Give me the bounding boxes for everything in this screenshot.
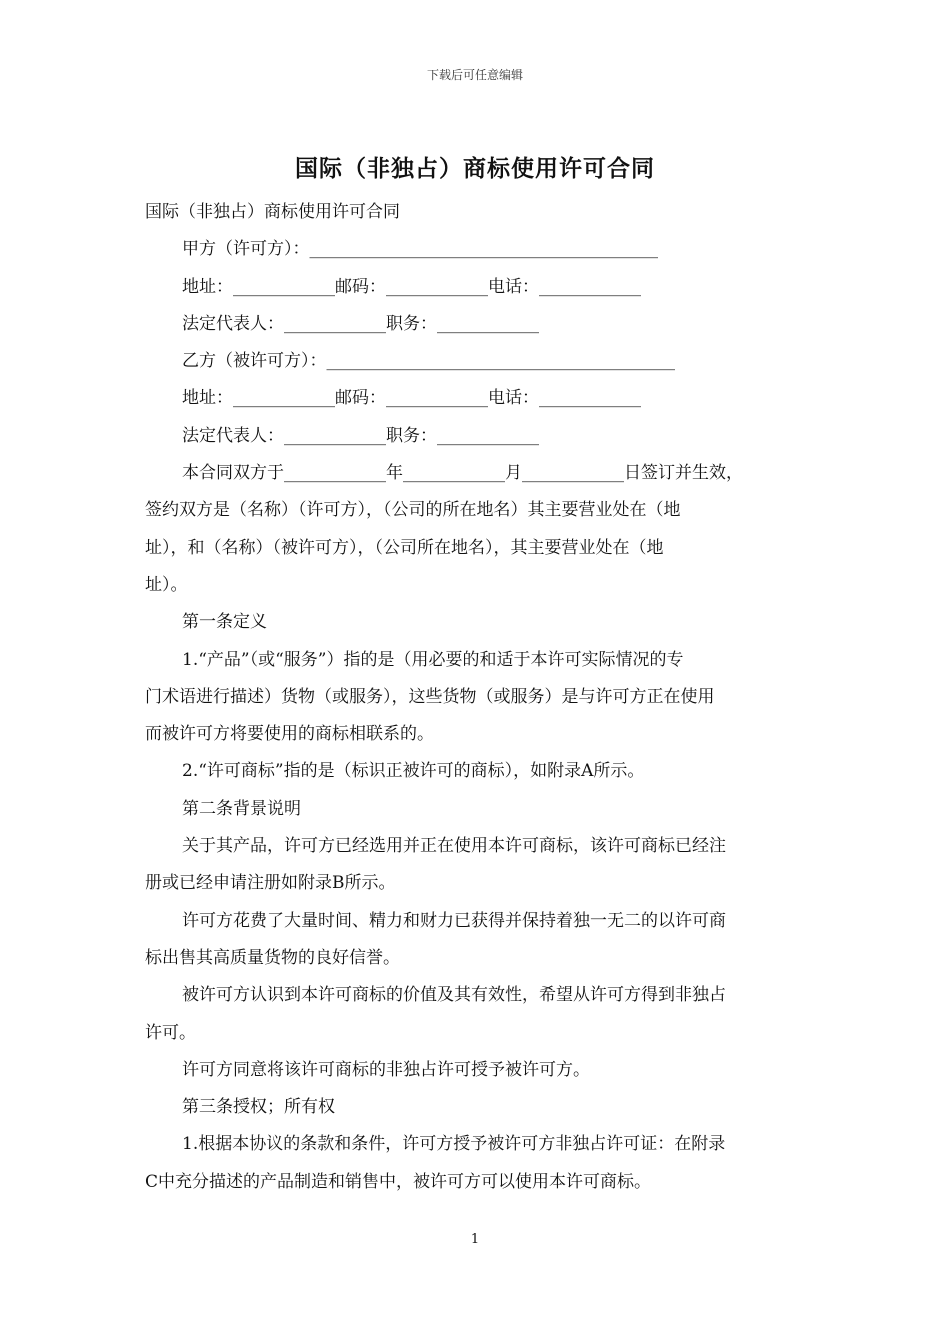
article-3-item-1-line: C中充分描述的产品制造和销售中，被许可方可以使用本许可商标。 (145, 1171, 652, 1192)
header-note: 下载后可任意编辑 (426, 68, 523, 82)
article-2-heading: 第二条背景说明 (182, 798, 301, 819)
article-2-paragraph-line: 关于其产品，许可方已经选用并正在使用本许可商标，该许可商标已经注 (182, 836, 726, 857)
article-1-item-1-line: 而被许可方将要使用的商标相联系的。 (145, 724, 434, 745)
preamble-line: 签约双方是（名称）（许可方），（公司的所在地名）其主要营业处在（地 (145, 500, 681, 521)
page-number: 1 (470, 1232, 480, 1247)
party-b-address-line: 地址：____________邮码：____________电话：____________ (182, 388, 641, 409)
article-2-paragraph-line: 许可方花费了大量时间、精力和财力已获得并保持着独一无二的以许可商 (182, 910, 726, 931)
article-2-paragraph-line: 标出售其高质量货物的良好信誉。 (145, 947, 400, 968)
article-1-item-1-line: 门术语进行描述）货物（或服务），这些货物（或服务）是与许可方正在使用 (145, 686, 715, 707)
party-a-representative-line: 法定代表人：____________职务：____________ (182, 313, 539, 334)
document-subtitle: 国际（非独占）商标使用许可合同 (145, 202, 400, 222)
article-3-heading: 第三条授权；所有权 (182, 1097, 335, 1118)
preamble-line: 本合同双方于____________年____________月____________日签订并生效， (182, 463, 743, 484)
preamble-line: 址）。 (145, 574, 188, 595)
party-a-line: 甲方（许可方）：_________________________________________ (182, 239, 658, 260)
article-1-item-2: 2.“许可商标”指的是（标识正被许可的商标），如附录A所示。 (182, 761, 645, 782)
document-body (145, 194, 807, 1201)
party-a-address-line: 地址：____________邮码：____________电话：____________ (182, 276, 641, 297)
article-1-heading: 第一条定义 (182, 612, 267, 633)
party-b-representative-line: 法定代表人：____________职务：____________ (182, 425, 539, 446)
document-title: 国际（非独占）商标使用许可合同 (295, 156, 655, 182)
article-1-item-1-line: 1.“产品”（或“服务”）指的是（用必要的和适于本许可实际情况的专 (182, 649, 684, 670)
preamble-line: 址），和（名称）（被许可方），（公司所在地名），其主要营业处在（地 (145, 537, 664, 558)
article-2-paragraph-line: 册或已经申请注册如附录B所示。 (145, 873, 396, 894)
article-2-paragraph-line: 许可方同意将该许可商标的非独占许可授予被许可方。 (182, 1059, 590, 1080)
article-2-paragraph-line: 被许可方认识到本许可商标的价值及其有效性，希望从许可方得到非独占 (182, 985, 726, 1006)
article-3-item-1-line: 1.根据本协议的条款和条件，许可方授予被许可方非独占许可证：在附录 (182, 1134, 726, 1155)
article-2-paragraph-line: 许可。 (145, 1022, 196, 1043)
party-b-line: 乙方（被许可方）：_________________________________________ (182, 351, 675, 372)
